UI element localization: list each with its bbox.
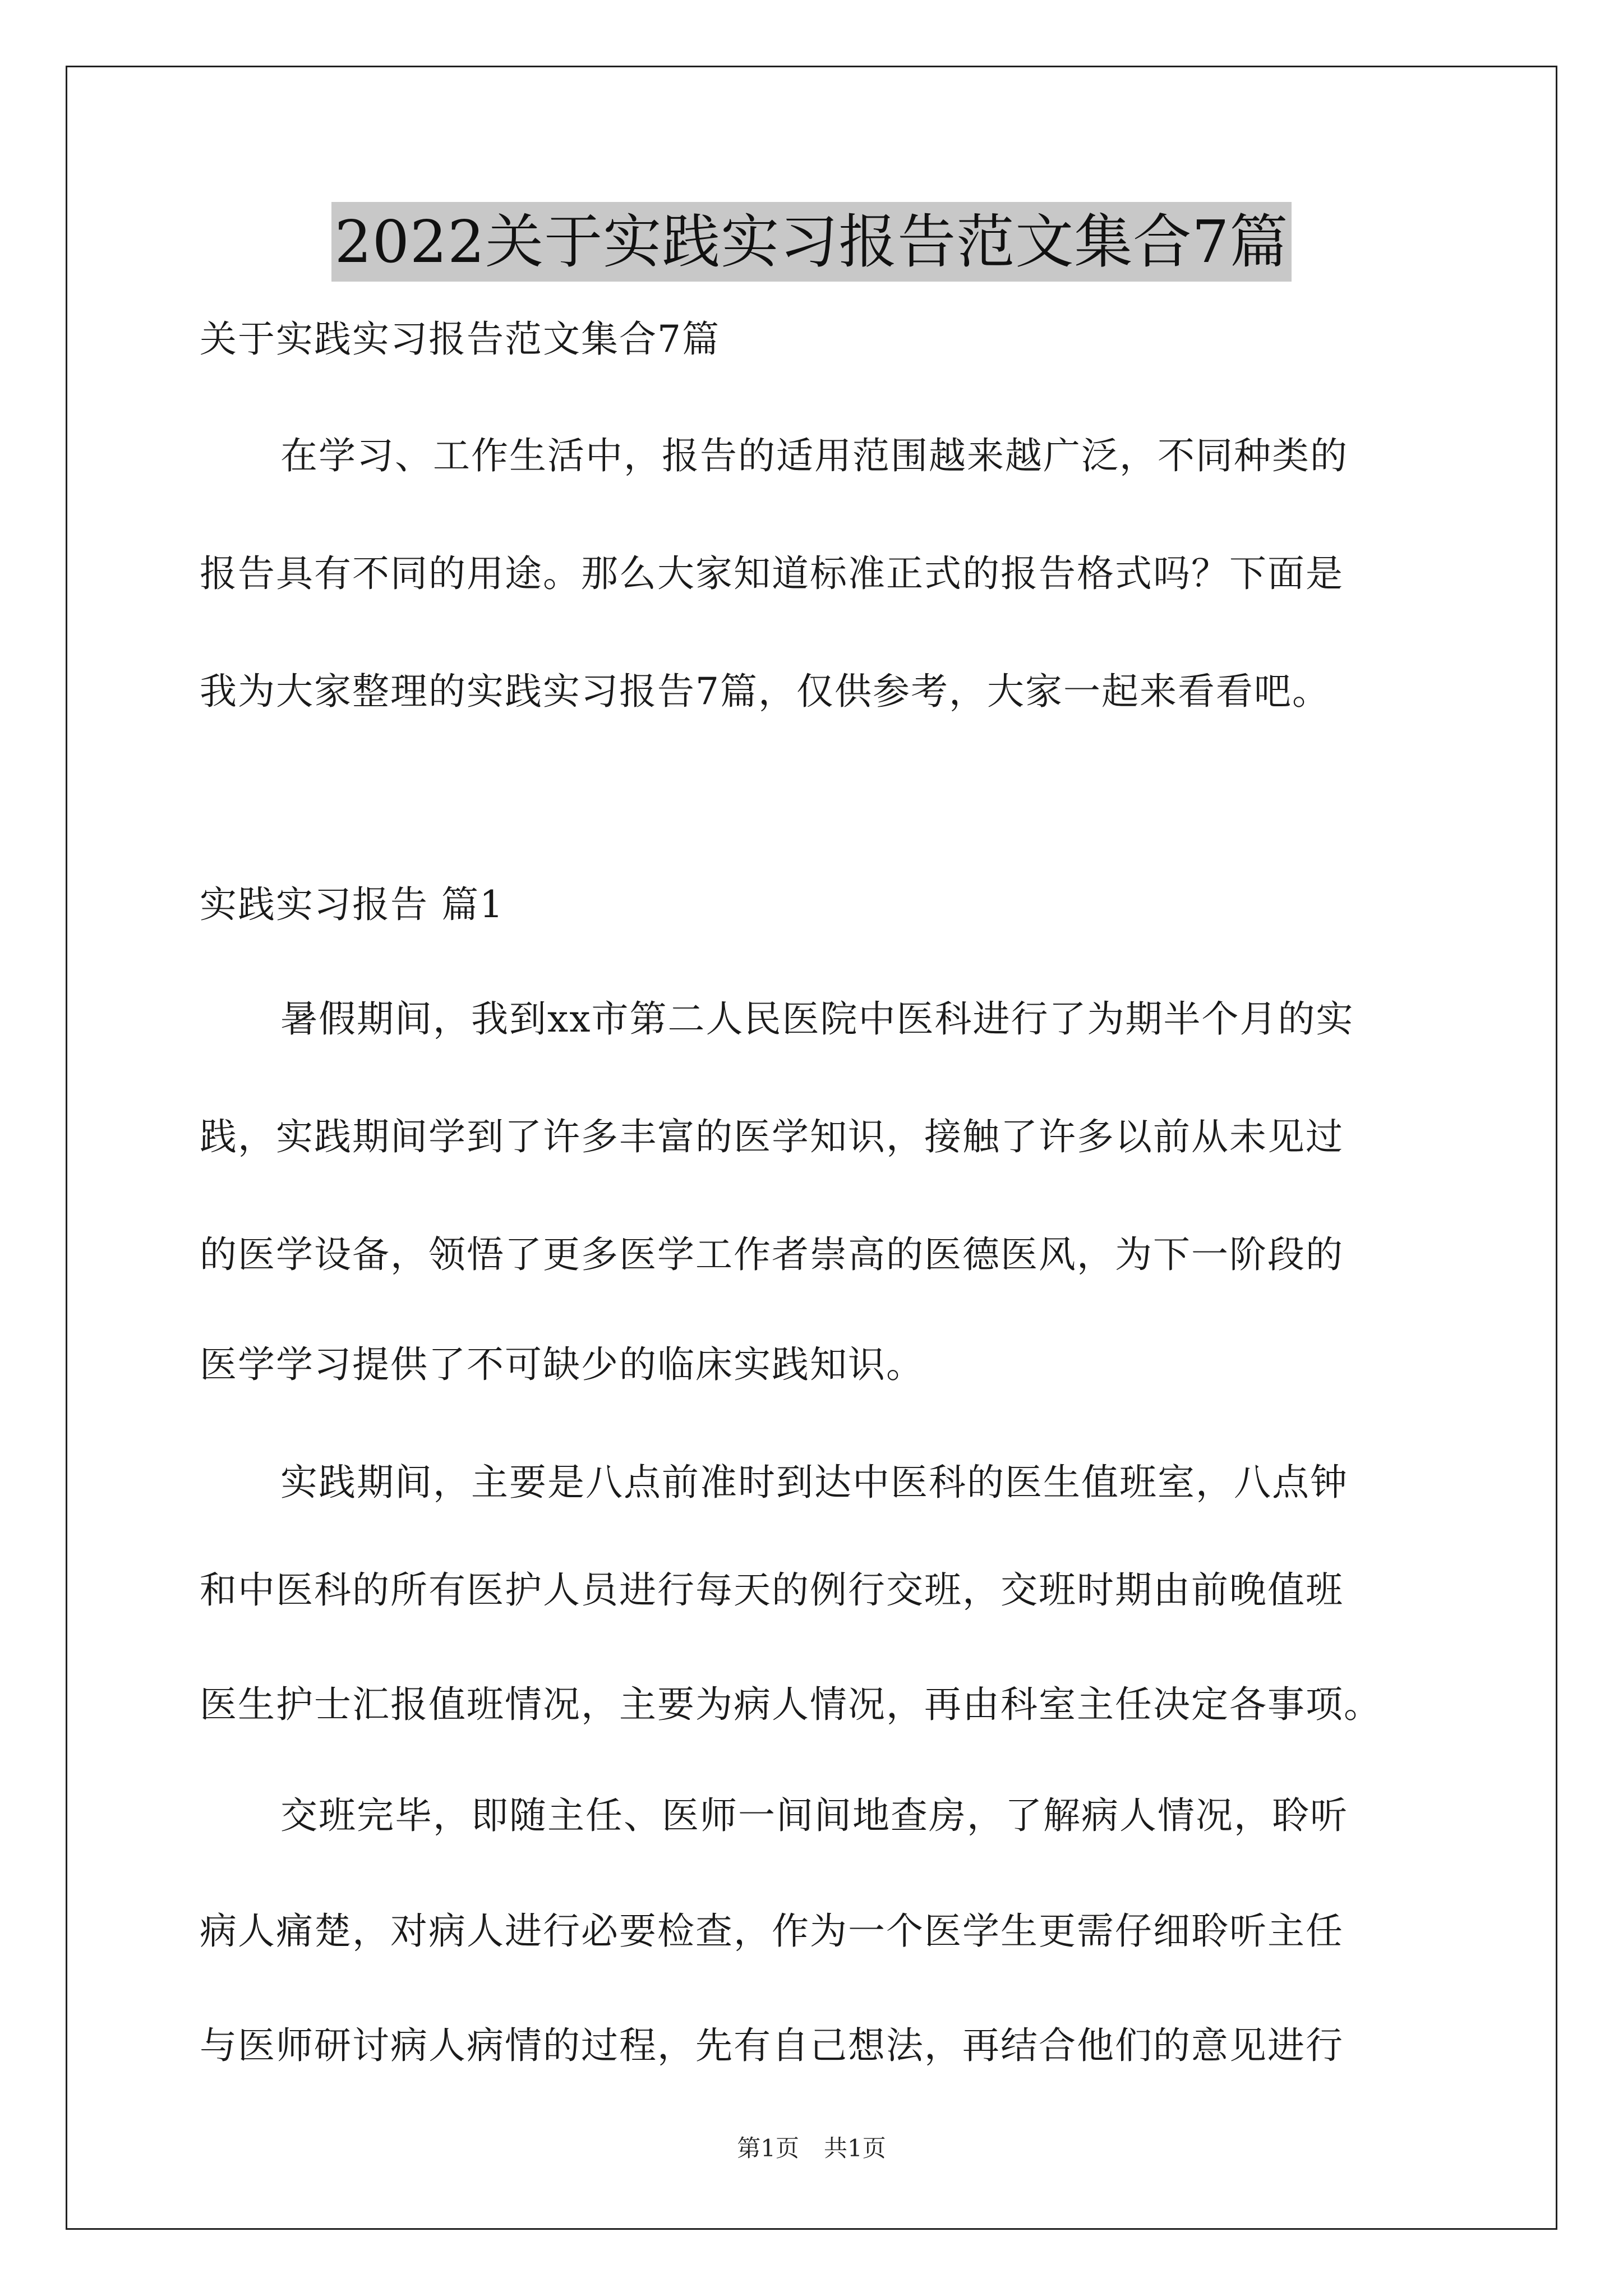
intro-line: 报告具有不同的用途。那么大家知道标准正式的报告格式吗？下面是 [200, 552, 1344, 595]
paragraph-line: 践，实践期间学到了许多丰富的医学知识，接触了许多以前从未见过 [200, 1115, 1344, 1158]
paragraph-line: 的医学设备，领悟了更多医学工作者崇高的医德医风，为下一阶段的 [200, 1233, 1344, 1276]
paragraph-line: 与医师研讨病人病情的过程，先有自己想法，再结合他们的意见进行 [200, 2024, 1344, 2067]
page-footer [0, 2132, 1623, 2165]
paragraph-line: 实践期间，主要是八点前准时到达中医科的医生值班室，八点钟 [280, 1461, 1348, 1504]
document-title: 2022关于实践实习报告范文集合7篇 [331, 202, 1292, 282]
section-heading: 实践实习报告 篇1 [200, 883, 504, 926]
paragraph-line: 病人痛楚，对病人进行必要检查，作为一个医学生更需仔细聆听主任 [200, 1910, 1344, 1953]
paragraph-line: 医生护士汇报值班情况，主要为病人情况，再由科室主任决定各事项。 [200, 1683, 1382, 1726]
paragraph-line: 和中医科的所有医护人员进行每天的例行交班，交班时期由前晚值班 [200, 1568, 1344, 1612]
title-container [0, 202, 1623, 282]
document-subtitle: 关于实践实习报告范文集合7篇 [200, 318, 720, 361]
intro-line: 在学习、工作生活中，报告的适用范围越来越广泛，不同种类的 [280, 434, 1348, 477]
paragraph-line: 交班完毕，即随主任、医师一间间地查房，了解病人情况，聆听 [280, 1794, 1348, 1837]
paragraph-line: 暑假期间，我到xx市第二人民医院中医科进行了为期半个月的实 [280, 997, 1354, 1041]
paragraph-line: 医学学习提供了不可缺少的临床实践知识。 [200, 1343, 924, 1386]
page-number: 第1页 [737, 2134, 799, 2162]
intro-line: 我为大家整理的实践实习报告7篇，仅供参考，大家一起来看看吧。 [200, 670, 1330, 713]
page-total: 共1页 [824, 2134, 886, 2162]
